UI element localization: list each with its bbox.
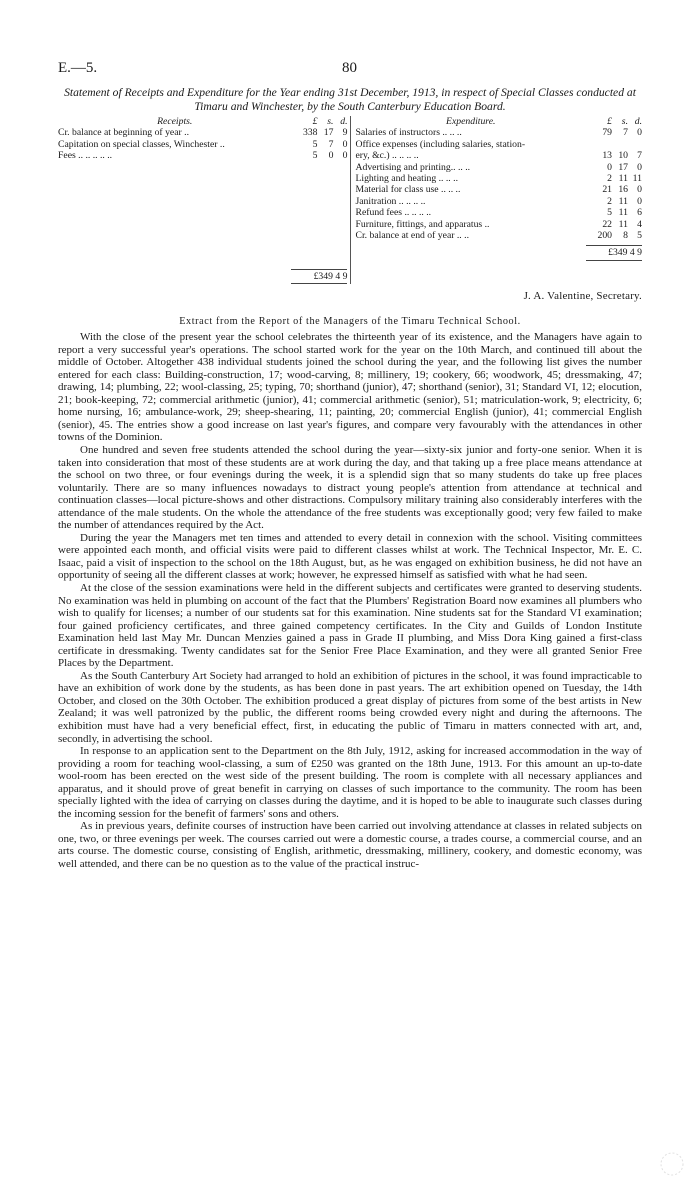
amount-pounds: 13: [602, 150, 612, 162]
amount-pounds: 5: [312, 150, 318, 162]
document-page: [58, 60, 642, 871]
statement-row: [58, 139, 347, 150]
amount-shillings: [614, 139, 628, 150]
amount-shillings: 7: [328, 138, 334, 150]
library-stamp-icon: [652, 1149, 692, 1179]
row-description: Lighting and heating .. .. ..: [355, 173, 458, 185]
amount-pence: 0: [637, 161, 642, 173]
row-amount: [586, 219, 642, 230]
receipts-total: £349 4 9: [291, 269, 347, 284]
amount-pence: 11: [632, 173, 642, 185]
amount-shillings: 11: [618, 218, 628, 230]
row-amount: [586, 207, 642, 218]
expenditure-column: [351, 116, 642, 284]
expenditure-header: [355, 116, 642, 127]
extract-body: [58, 331, 642, 871]
money-heads: £ s. d.: [607, 116, 642, 127]
amount-pounds: 5: [312, 138, 318, 150]
row-description: Capitation on special classes, Winchester ..: [58, 138, 225, 150]
amount-pence: 0: [637, 127, 642, 139]
amount-pounds: 200: [597, 230, 612, 242]
row-description: Fees .. .. .. .. ..: [58, 150, 113, 162]
report-paragraph: At the close of the session examinations were held in the different subjects and certificates were granted to deserving students. No examination was held in plumbing on account of the fact that the Plumbers' Registration Board now examines all plumbers who wish to qualify for licenses; a number of our students sat for this examination. Nine students sat for the Standard VI examination; four gained proficiency certificates, and three gained competency certificates. In the City and Guilds of London Institute Examination held last May Mr. Duncan Menzies gained a pass in Grade II plumbing, and Miss Dora King gained a first-class certificate in dressmaking. Twenty candidates sat for the Senior Free Place Examination, and they were all granted Senior Free Places by the Department.: [58, 581, 642, 670]
statement-row: [58, 127, 347, 138]
expenditure-total: £349 4 9: [586, 245, 642, 260]
amount-pounds: 21: [602, 184, 612, 196]
statement-row: [355, 173, 642, 184]
amount-shillings: 11: [618, 207, 628, 219]
amount-shillings: 7: [623, 127, 628, 139]
amount-shillings: 17: [618, 161, 628, 173]
receipts-rows: [58, 127, 347, 161]
amount-pence: 9: [342, 127, 348, 139]
row-amount: [291, 150, 347, 161]
amount-pounds: 22: [602, 218, 612, 230]
amount-pence: 5: [637, 230, 642, 242]
amount-shillings: 16: [618, 184, 628, 196]
statement-row: [58, 150, 347, 161]
money-heads: £ s. d.: [312, 116, 348, 127]
row-description: Furniture, fittings, and apparatus ..: [355, 218, 490, 230]
amount-pence: [630, 139, 642, 150]
amount-pence: 0: [637, 195, 642, 207]
statement-title: Statement of Receipts and Expenditure for the Year ending 31st December, 1913, in respect of Special Classes conducted at Timaru and Winchester, by the South Canterbury Education Board.: [64, 86, 636, 113]
extract-title: Extract from the Report of the Managers of the Timaru Technical School.: [179, 316, 521, 328]
report-paragraph: One hundred and seven free students attended the school during the year—sixty-six junior and forty-one senior. When it is taken into consideration that most of these students are at work during the day, and that taking up a free place means attendance at the school on two three, or four evenings during the week, it is a splendid sign that so many students do take up free places voluntarily. There are so many influences nowadays to distract young people's attention from attendance at technical and continuation classes—local picture-shows and other distractions. Compulsory military training also considerably interferes with the attendance of the male students. On the whole the attendance of the free students was exceptionally good; very few failed to make the number of attendances required by the Act.: [58, 443, 642, 532]
report-paragraph: As the South Canterbury Art Society had arranged to hold an exhibition of pictures in the school, it was found impracticable to have an exhibition of work done by the students, as has been done in past years. The art exhibition opened on Tuesday, the 14th October, and closed on the 30th October. The exhibition produced a great display of pictures from some of the best artists in New Zealand; it was well patronized by the public, the different rooms being crowded every night and during the afternoons. The exhibition must have had a very beneficial effect, first, in educating the public of Timaru in matters connected with art, and, secondly, in advertising the school.: [58, 669, 642, 745]
statement-row: [355, 162, 642, 173]
amount-pence: 7: [637, 150, 642, 162]
row-description: Janitration .. .. .. ..: [355, 195, 426, 207]
amount-pounds: 0: [607, 161, 612, 173]
statement-row: [355, 150, 642, 161]
statement-row: [355, 196, 642, 207]
report-paragraph: In response to an application sent to the Department on the 8th July, 1912, asking for increased accommodation in the way of providing a room for teaching wool-classing, a sum of £250 was granted on the 18th June, 1913. For this amount an up-to-date wool-room has been erected on the west side of the present building. The room is complete with all necessary appliances and apparatus, and it should prove of great benefit in carrying on classes of such importance to the community. The room has been specially lighted with the idea of carrying on classes during the daytime, and it is hoped to be able to inaugurate such classes during the incoming session for the benefit of farmers' sons and others.: [58, 745, 642, 820]
amount-pounds: 2: [607, 195, 612, 207]
amount-pence: 6: [637, 207, 642, 219]
row-description: Material for class use .. .. ..: [355, 184, 461, 196]
row-description: Cr. balance at end of year .. ..: [355, 230, 469, 242]
amount-shillings: 0: [328, 150, 334, 162]
statement-row: [355, 230, 642, 241]
amount-pounds: 2: [607, 173, 612, 185]
statement-row: [355, 139, 642, 150]
row-description: Advertising and printing.. .. ..: [355, 161, 471, 173]
expenditure-heading: Expenditure.: [446, 116, 496, 127]
amount-pence: 0: [342, 138, 348, 150]
page-header: [58, 60, 642, 86]
row-amount: [586, 184, 642, 195]
statement-row: [355, 127, 642, 138]
report-paragraph: As in previous years, definite courses of instruction have been carried out involving attendance at classes in related subjects on one, two, or three evenings per week. The courses carried out were a domestic course, a trades course, a commercial course, and an arts course. The domestic course, consisting of English, arithmetic, dressmaking, millinery, cookery, and domestic economy, was well attended, and there can be no question as to the value of the practical instruc-: [58, 820, 642, 870]
row-description: Office expenses (including salaries, station-: [355, 138, 526, 150]
secretary-signature: J. A. Valentine, Secretary.: [523, 290, 642, 303]
amount-pounds: [586, 139, 612, 150]
amount-shillings: 11: [618, 173, 628, 185]
receipts-header: [58, 116, 347, 127]
expenditure-rows: [355, 127, 642, 241]
amount-pounds: 79: [602, 127, 612, 139]
document-reference: E.—5.: [58, 60, 98, 76]
row-amount: [586, 127, 642, 138]
receipts-column: [58, 116, 351, 284]
amount-pence: 0: [637, 184, 642, 196]
row-description: Refund fees .. .. .. ..: [355, 207, 432, 219]
row-amount: [291, 127, 347, 138]
amount-shillings: 10: [618, 150, 628, 162]
statement-row: [355, 207, 642, 218]
page-number: 80: [342, 60, 357, 76]
row-description: ery, &c.) .. .. .. ..: [355, 150, 419, 162]
statement-row: [355, 184, 642, 195]
row-amount: [586, 173, 642, 184]
row-description: Salaries of instructors .. .. ..: [355, 127, 462, 139]
row-amount: [586, 139, 642, 150]
row-amount: [291, 139, 347, 150]
amount-pence: 0: [342, 150, 348, 162]
row-description: Cr. balance at beginning of year ..: [58, 127, 190, 139]
expenditure-total-row: [355, 245, 642, 260]
statement-table: [58, 116, 642, 284]
row-amount: [586, 150, 642, 161]
receipts-heading: Receipts.: [157, 116, 193, 127]
report-paragraph: During the year the Managers met ten times and attended to every detail in connexion with the school. Visiting committees were appointed each month, and official visits were paid to different classes whilst at work. The Technical Inspector, Mr. E. C. Isaac, paid a visit of inspection to the school on the 18th August, but, as he was engaged on exhibition business, he did not have an opportunity of seeing all the different classes at work; however, he expressed himself as satisfied with what he had seen.: [58, 531, 642, 582]
amount-shillings: 11: [618, 195, 628, 207]
row-amount: [586, 162, 642, 173]
amount-pounds: 5: [607, 207, 612, 219]
statement-row: [355, 219, 642, 230]
receipts-total-row: [58, 269, 347, 284]
row-amount: [586, 230, 642, 241]
amount-pence: 4: [637, 218, 642, 230]
amount-shillings: 17: [323, 127, 334, 139]
row-amount: [586, 196, 642, 207]
amount-shillings: 8: [623, 230, 628, 242]
amount-pounds: 338: [302, 127, 318, 139]
report-paragraph: With the close of the present year the school celebrates the thirteenth year of its existence, and the Managers have again to report a very successful year's operations. The school started work for the year on the 10th March, and continued till about the middle of October. Altogether 438 individual students joined the school during the year, and the following list gives the number entered for each class: Building-construction, 17; wood-carving, 8; millinery, 19; cookery, 66; woodwork, 45; dressmaking, 47; drawing, 14; plumbing, 22; wool-classing, 25; typing, 70; shorthand (junior), 47; shorthand (senior), 31; Standard VI, 12; elocution, 21; book-keeping, 72; commercial arithmetic (junior), 41; commercial arithmetic (senior), 51; matriculation-work, 9; electricity, 6; home nursing, 16; ambulance-work, 29; sheep-shearing, 11; painting, 20; commercial English (junior), 41; commercial English (senior), 45. The entries show a good increase on last year's figures, and compare very favourably with the attendances in other towns of the Dominion.: [58, 331, 642, 444]
